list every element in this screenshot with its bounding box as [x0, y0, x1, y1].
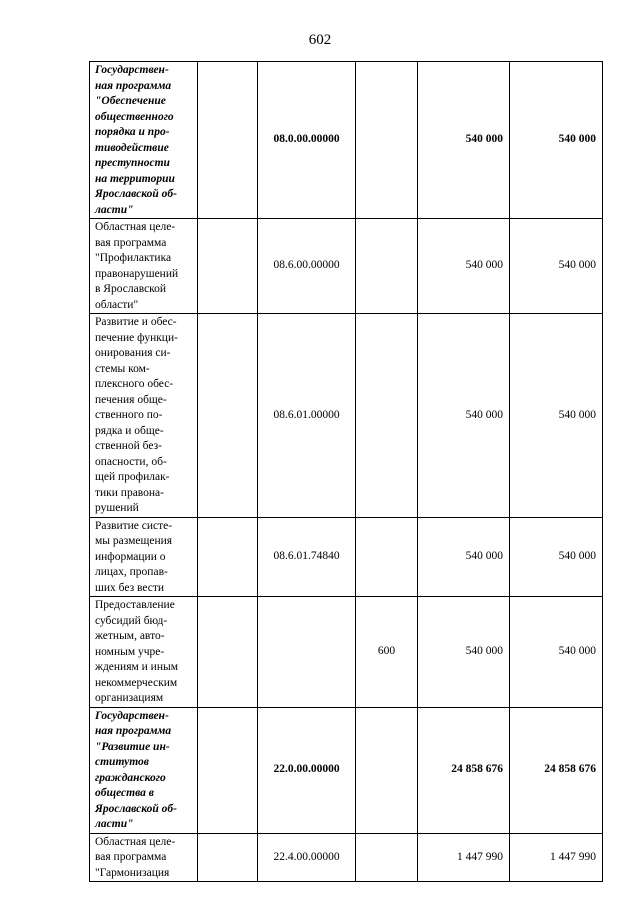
- target-code-cell: 08.0.00.00000: [258, 62, 356, 219]
- empty-cell: [198, 314, 258, 518]
- empty-cell: [198, 833, 258, 882]
- target-code-cell: 08.6.01.74840: [258, 517, 356, 597]
- amount-cell-1: 540 000: [418, 62, 510, 219]
- empty-cell: [198, 62, 258, 219]
- table-row: [90, 833, 603, 882]
- amount-cell-2: 540 000: [510, 62, 603, 219]
- expense-type-cell: [356, 314, 418, 518]
- amount-cell-2: 1 447 990: [510, 833, 603, 882]
- target-code-cell: 22.4.00.00000: [258, 833, 356, 882]
- amount-cell-2: 540 000: [510, 314, 603, 518]
- expense-type-cell: [356, 833, 418, 882]
- program-name-cell: Областная целе- вая программа "Гармонизация: [90, 833, 198, 882]
- expense-type-cell: [356, 62, 418, 219]
- empty-cell: [198, 517, 258, 597]
- table-row: [90, 517, 603, 597]
- table-row: [90, 62, 603, 219]
- program-name-cell: Развитие систе- мы размещения информации о лицах, пропав- ших без вести: [90, 517, 198, 597]
- table-row: [90, 314, 603, 518]
- amount-cell-1: 24 858 676: [418, 707, 510, 833]
- page-number: 602: [308, 32, 332, 48]
- program-name-cell: Развитие и обес- печение функци- онирования си- стемы ком- плексного обес- печения обще- ственного по- рядка и обще- ственной без- опасности, об- щей профилак- тики правона- рушений: [90, 314, 198, 518]
- empty-cell: [198, 707, 258, 833]
- target-code-cell: 22.0.00.00000: [258, 707, 356, 833]
- amount-cell-2: 24 858 676: [510, 707, 603, 833]
- empty-cell: [198, 597, 258, 708]
- table-row: [90, 707, 603, 833]
- target-code-cell: 08.6.01.00000: [258, 314, 356, 518]
- program-name-cell: Предоставление субсидий бюд- жетным, авто- номным учре- ждениям и иным некоммерческим организациям: [90, 597, 198, 708]
- amount-cell-1: 540 000: [418, 517, 510, 597]
- amount-cell-2: 540 000: [510, 219, 603, 314]
- expense-type-cell: [356, 707, 418, 833]
- amount-cell-1: 540 000: [418, 314, 510, 518]
- target-code-cell: 08.6.00.00000: [258, 219, 356, 314]
- target-code-cell: [258, 597, 356, 708]
- amount-cell-1: 540 000: [418, 597, 510, 708]
- expense-type-cell: [356, 517, 418, 597]
- program-name-cell: Областная целе- вая программа "Профилактика правонарушений в Ярославской области": [90, 219, 198, 314]
- program-name-cell: Государствен- ная программа "Развитие ин- ститутов гражданского общества в Ярославской об- ласти": [90, 707, 198, 833]
- amount-cell-2: 540 000: [510, 517, 603, 597]
- amount-cell-1: 540 000: [418, 219, 510, 314]
- table-row: [90, 597, 603, 708]
- program-name-cell: Государствен- ная программа "Обеспечение общественного порядка и про- тиводействие преступности на территории Ярославской об- ласти": [90, 62, 198, 219]
- amount-cell-1: 1 447 990: [418, 833, 510, 882]
- table-row: [90, 219, 603, 314]
- amount-cell-2: 540 000: [510, 597, 603, 708]
- expense-type-cell: 600: [356, 597, 418, 708]
- budget-table: [89, 61, 603, 882]
- empty-cell: [198, 219, 258, 314]
- expense-type-cell: [356, 219, 418, 314]
